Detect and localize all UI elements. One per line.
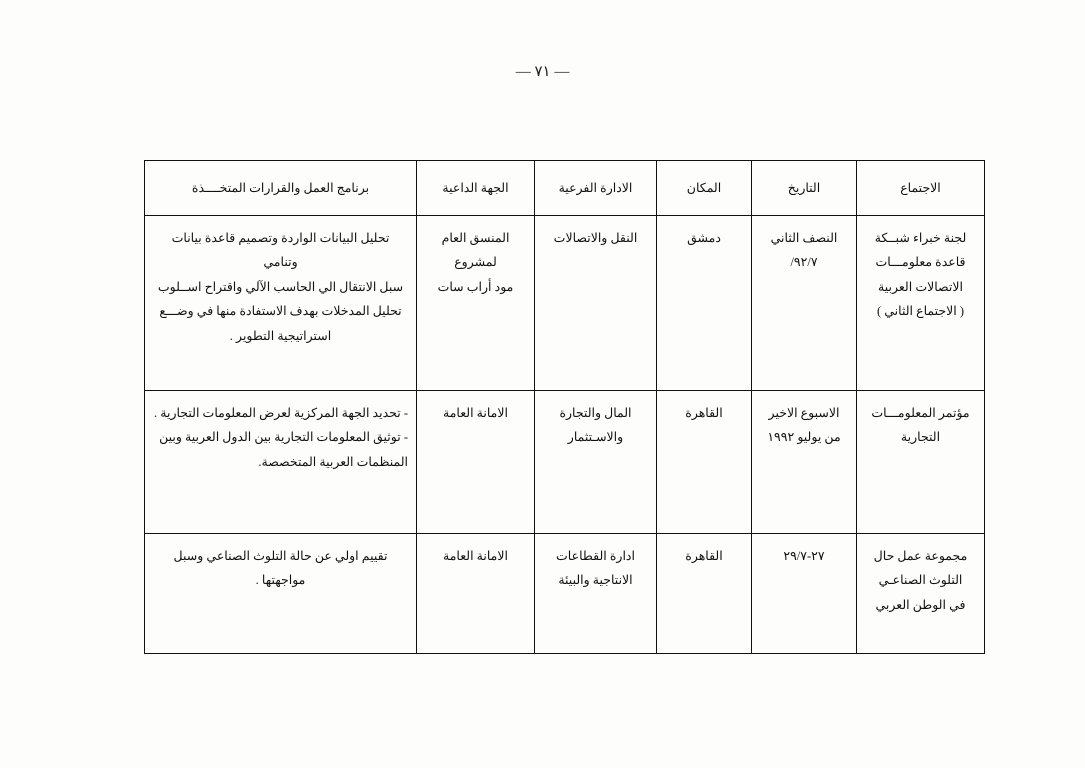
body-line: المنسق العام لمشروع bbox=[438, 231, 510, 270]
cell-date bbox=[752, 534, 857, 654]
column-header-place: المكان bbox=[657, 161, 752, 216]
cell-date bbox=[752, 391, 857, 534]
program-line: تقييم اولي عن حالة التلوث الصناعي وسبل مواجهتها . bbox=[170, 549, 388, 588]
meeting-line: قاعدة معلومـــات bbox=[875, 255, 966, 270]
place-line: القاهرة bbox=[685, 549, 723, 563]
place-line: دمشق bbox=[687, 231, 721, 245]
date-line: النصف الثاني bbox=[770, 231, 838, 245]
body-line: مود أراب سات bbox=[437, 279, 514, 294]
column-header-admin: الادارة الفرعية bbox=[535, 161, 657, 216]
meeting-line: التلوث الصناعـي bbox=[878, 573, 963, 588]
cell-admin bbox=[535, 216, 657, 391]
admin-line: النقل والاتصالات bbox=[553, 231, 638, 245]
cell-program bbox=[145, 216, 417, 391]
table-row bbox=[145, 534, 985, 654]
cell-program bbox=[145, 534, 417, 654]
date-line: ٩٢/٧/ bbox=[790, 255, 818, 270]
column-header-body: الجهة الداعية bbox=[417, 161, 535, 216]
page-number: — ٧١ — bbox=[515, 64, 570, 80]
cell-meeting bbox=[857, 534, 985, 654]
cell-program bbox=[145, 391, 417, 534]
cell-place bbox=[657, 391, 752, 534]
table-row bbox=[145, 216, 985, 391]
program-line: المنظمات العربية المتخصصة. bbox=[258, 454, 408, 469]
date-line: الاسبوع الاخير bbox=[768, 406, 840, 420]
meeting-line: الاتصالات العربية bbox=[878, 279, 963, 294]
cell-body bbox=[417, 534, 535, 654]
program-line: - تحديد الجهة المركزية لعرض المعلومات التجارية . bbox=[154, 406, 408, 420]
cell-body bbox=[417, 391, 535, 534]
meetings-table-container bbox=[145, 160, 985, 654]
admin-line: ادارة القطاعات bbox=[556, 549, 635, 563]
program-line: سبل الانتقال الي الحاسب الآلي واقتراح اســلوب bbox=[157, 279, 404, 294]
admin-line: والاسـتثمار bbox=[567, 430, 624, 445]
date-line: ٢٧-٢٩/٧ bbox=[783, 549, 825, 563]
table-row bbox=[145, 391, 985, 534]
cell-admin bbox=[535, 534, 657, 654]
cell-body bbox=[417, 216, 535, 391]
program-line: تحليل المدخلات بهدف الاستفادة منها في وضـــع bbox=[159, 304, 402, 319]
meeting-line: في الوطن العربي bbox=[875, 597, 966, 612]
cell-date bbox=[752, 216, 857, 391]
program-line: - توثيق المعلومات التجارية بين الدول العربية وبين bbox=[159, 430, 408, 445]
meeting-line: مؤتمر المعلومـــات bbox=[871, 406, 970, 420]
cell-meeting bbox=[857, 391, 985, 534]
admin-line: المال والتجارة bbox=[559, 406, 632, 420]
body-line: الامانة العامة bbox=[443, 549, 508, 563]
place-line: القاهرة bbox=[685, 406, 723, 420]
meeting-line: ( الاجتماع الثاني ) bbox=[876, 304, 965, 319]
cell-place bbox=[657, 216, 752, 391]
admin-line: الانتاجية والبيئة bbox=[558, 573, 633, 588]
column-header-meeting: الاجتماع bbox=[857, 161, 985, 216]
column-header-date: التاريخ bbox=[752, 161, 857, 216]
meeting-line: لجنة خبراء شبــكة bbox=[874, 231, 967, 245]
meeting-line: مجموعة عمل حال bbox=[873, 549, 968, 563]
cell-place bbox=[657, 534, 752, 654]
cell-meeting bbox=[857, 216, 985, 391]
body-line: الامانة العامة bbox=[443, 406, 508, 420]
column-header-program: برنامج العمل والقرارات المتخــــذة bbox=[145, 161, 417, 216]
date-line: من يوليو ١٩٩٢ bbox=[767, 430, 841, 445]
cell-admin bbox=[535, 391, 657, 534]
meetings-table bbox=[144, 160, 985, 654]
program-line: استراتيجية التطوير . bbox=[229, 328, 332, 343]
meeting-line: التجارية bbox=[900, 430, 941, 445]
program-line: تحليل البيانات الواردة وتصميم قاعدة بيانات وتنامي bbox=[168, 231, 390, 270]
table-header-row bbox=[145, 161, 985, 216]
